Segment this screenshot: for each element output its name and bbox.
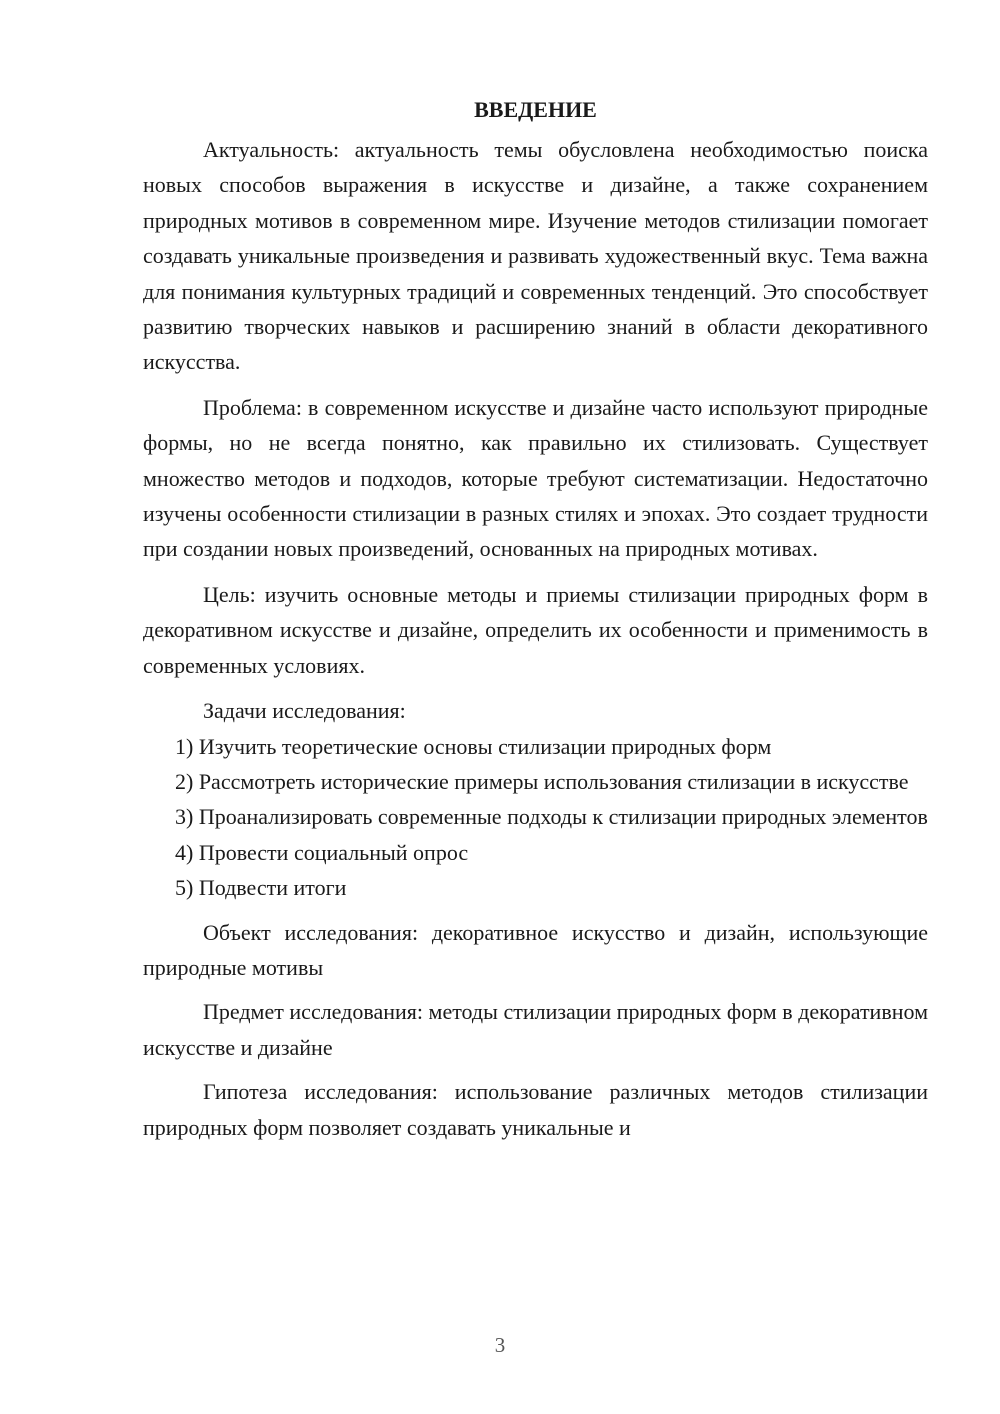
page-number: 3 — [494, 1333, 506, 1357]
task-item-4: 4) Провести социальный опрос — [175, 839, 469, 865]
section-title: ВВЕДЕНИЕ — [474, 97, 597, 122]
goal-paragraph: Цель: изучить основные методы и приемы стилизации природных форм в декоративном искусстве и дизайне, определить их особенности и применимость в современных условиях. — [143, 581, 928, 678]
task-item-1: 1) Изучить теоретические основы стилизации природных форм — [175, 733, 772, 759]
task-item-3: 3) Проанализировать современные подходы к стилизации природных элементов — [175, 804, 928, 830]
subject-paragraph: Предмет исследования: методы стилизации природных форм в декоративном искусстве и дизайне — [143, 999, 928, 1060]
hypothesis-paragraph: Гипотеза исследования: использование различных методов стилизации природных форм позволяет создавать уникальные и — [143, 1079, 928, 1140]
task-item-2: 2) Рассмотреть исторические примеры использования стилизации в искусстве — [175, 768, 909, 794]
task-item-5: 5) Подвести итоги — [175, 875, 347, 901]
relevance-paragraph: Актуальность: актуальность темы обусловлена необходимостью поиска новых способов выражения в искусстве и дизайне, а также сохранением природных мотивов в современном мире. Изучение методов стилизации помогает создавать уникальные произведения и развивать художественный вкус. Тема важна для понимания культурных традиций и современных тенденций. Это способствует развитию творческих навыков и расширению знаний в области декоративного искусства. — [143, 137, 928, 375]
object-paragraph: Объект исследования: декоративное искусство и дизайн, использующие природные мотивы — [143, 919, 928, 980]
document-page — [143, 93, 928, 1145]
problem-paragraph: Проблема: в современном искусстве и дизайне часто используют природные формы, но не всегда понятно, как правильно их стилизовать. Существует множество методов и подходов, которые требуют систематизации. Недостаточно изучены особенности стилизации в разных стилях и эпохах. Это создает трудности при создании новых произведений, основанных на природных мотивах. — [143, 394, 928, 562]
tasks-heading: Задачи исследования: — [203, 698, 406, 724]
